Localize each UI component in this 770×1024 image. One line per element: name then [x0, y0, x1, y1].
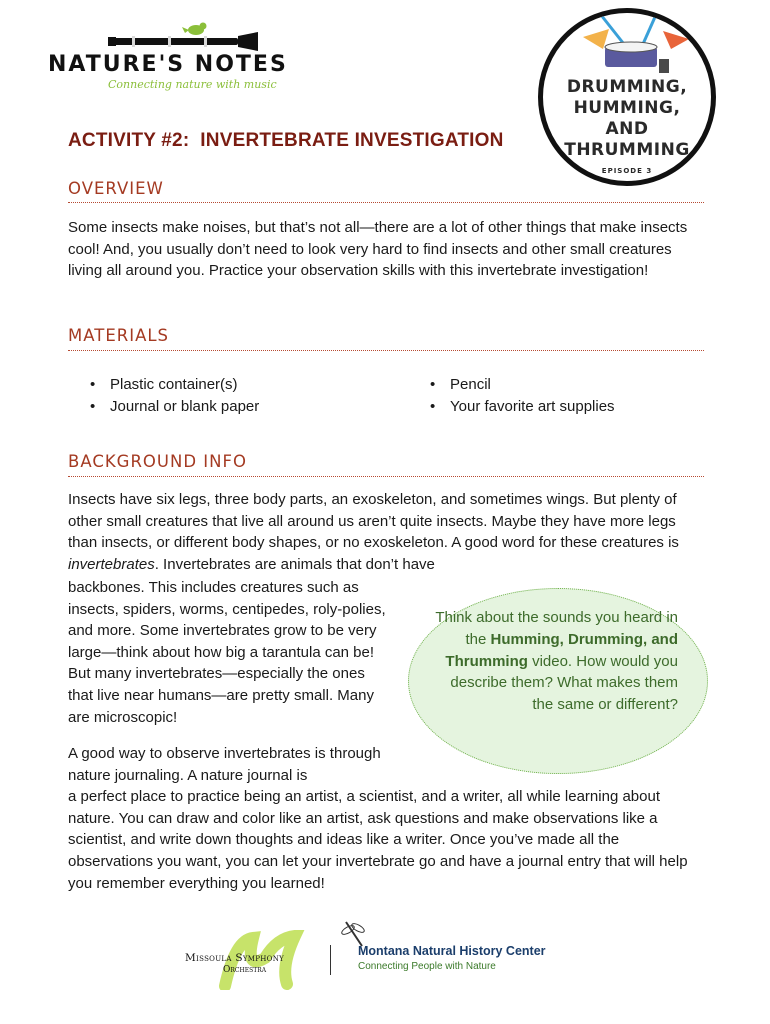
- activity-title: ACTIVITY #2: INVERTEBRATE INVESTIGATION: [68, 130, 504, 151]
- background-text: a perfect place to practice being an artist, a scientist, and a writer, all while learning about nature. You can draw and color like an artist, ask questions and make observations like a scientist, and write down thoughts and ideas like a writer. Once you’ve made all the observations you want, you can let your invertebrate go and have a journal entry that will help you remember everything you learned!: [68, 788, 688, 892]
- mnhc-name: Montana Natural History Center: [358, 944, 546, 958]
- footer-divider: [330, 945, 331, 975]
- list-item: • Journal or blank paper: [86, 396, 259, 418]
- mnhc-tagline: Connecting People with Nature: [358, 961, 496, 972]
- list-item: • Plastic container(s): [86, 374, 259, 396]
- callout-text: [430, 607, 678, 716]
- callout-text-part: video. How would you describe them? What makes them the same or different?: [450, 652, 678, 714]
- badge-title-line: THRUMMING: [564, 140, 690, 160]
- badge-title: [543, 77, 711, 161]
- logo-tagline: Connecting nature with music: [108, 78, 277, 91]
- overview-text: Some insects make noises, but that’s not all—there are a lot of other things that make insects cool! And, you usually don’t need to look very hard to find insects and other small creatures living all around you. Practice your observation skills with this invertebrate investigation!: [68, 219, 688, 280]
- badge-title-line: AND: [605, 119, 649, 139]
- badge-title-line: HUMMING,: [573, 98, 681, 118]
- drum-illustration-icon: [543, 13, 711, 83]
- msoa-subtitle: Orchestra: [223, 965, 267, 975]
- mnhc-logo: [340, 920, 580, 980]
- background-italic-term: invertebrates: [68, 555, 155, 573]
- missoula-symphony-logo: [185, 930, 325, 990]
- materials-list-left: [86, 374, 259, 417]
- materials-list-right: [426, 374, 615, 417]
- logo-title: NATURE'S NOTES: [48, 52, 288, 77]
- section-divider: [68, 350, 704, 351]
- natures-notes-logo: [48, 18, 308, 98]
- background-text: . Invertebrates are animals that don’t have: [154, 555, 435, 573]
- background-heading: BACKGROUND INFO: [68, 452, 247, 471]
- section-divider: [68, 202, 704, 203]
- background-paragraph: [68, 489, 708, 575]
- list-item: • Pencil: [426, 374, 615, 396]
- badge-title-line: DRUMMING,: [566, 77, 688, 97]
- background-narrow-text: backbones. This includes creatures such as insects, spiders, worms, centipedes, roly-polies, and more. Some invertebrates grow to be very large—think about how big a tarantula can be! But many invertebrates—especially the ones that live near humans—are pretty small. Many are microscopic!: [68, 579, 386, 726]
- materials-heading: MATERIALS: [68, 326, 170, 345]
- background-text: Insects have six legs, three body parts, an exoskeleton, and sometimes wings. But plenty of other small creatures that live all around us aren’t quite insects. Maybe they have more legs than insects, or different body shapes, or no exoskeleton. A good word for these creatures is: [68, 491, 679, 552]
- badge-episode: EPISODE 3: [601, 167, 653, 175]
- episode-badge: [538, 8, 716, 186]
- section-divider: [68, 476, 704, 477]
- background-text: A good way to observe invertebrates is through nature journaling. A nature journal is: [68, 745, 381, 784]
- list-item: • Your favorite art supplies: [426, 396, 615, 418]
- msoa-name: Missoula Symphony: [185, 952, 285, 964]
- overview-heading: OVERVIEW: [68, 179, 164, 198]
- callout-text-part: Think about the sounds you heard in the: [435, 609, 678, 648]
- callout-video-title: Humming, Drumming, and Thrumming: [445, 630, 678, 670]
